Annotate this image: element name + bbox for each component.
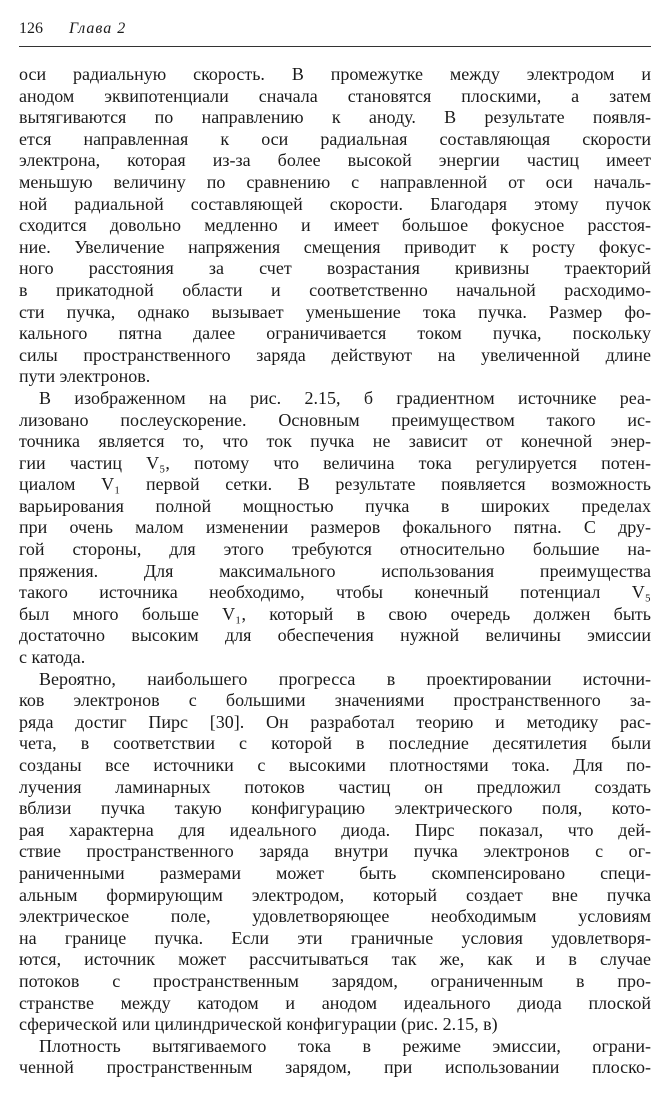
paragraph [19,64,651,388]
text-line: при очень малом изменении размеров фокального пятна. С дру- [19,517,651,538]
paragraph [19,388,651,669]
text-line: Вероятно, наибольшего прогресса в проектировании источни- [39,668,651,689]
text-line: ствие пространственного заряда внутри пучка электронов с ог- [19,841,651,862]
text-line: электрона, которая из-за более высокой энергии частиц имеет [19,150,651,171]
text-line: странстве между катодом и анодом идеального диода плоской [19,992,651,1013]
text-line: пряжения. Для максимального использования преимущества [19,560,651,581]
text-line: ется направленная к оси радиальная составляющая скорости [19,128,651,149]
text-line: ченной пространственным зарядом, при использовании плоско- [19,1057,651,1078]
text-line: гой стороны, для этого требуются относительно большие на- [19,539,651,560]
text-line: анодом эквипотенциали сначала становятся плоскими, а затем [19,85,651,106]
text-line: потоков с пространственным зарядом, ограниченным в про- [19,970,651,991]
text-line: ние. Увеличение напряжения смещения приводит к росту фокус- [19,236,651,257]
text-line: раниченными размерами может быть скомпенсировано специ- [19,862,651,883]
text-line: рая характерна для идеального диода. Пирс показал, что дей- [19,819,651,840]
paragraph [19,1036,651,1079]
chapter-title: Глава 2 [69,20,127,37]
text-line: достаточно высоким для обеспечения нужной величины эмиссии [19,625,651,646]
text-line: ного расстояния за счет возрастания кривизны траекторий [19,258,651,279]
text-line: такого источника необходимо, чтобы конечный потенциал V₅ [19,582,651,603]
body-text [19,64,651,1079]
page-number: 126 [19,20,43,37]
text-line: вблизи пучка такую конфигурацию электрического поля, кото- [19,798,651,819]
text-line: гии частиц V₅, потому что величина тока регулируется потен- [19,452,651,473]
text-line: был много больше V₁, который в свою очередь должен быть [19,603,651,624]
text-line: в прикатодной области и соответственно начальной расходимо- [19,279,651,300]
text-line: варьирования полной мощностью пучка в широких пределах [19,495,651,516]
paragraph [19,669,651,1036]
text-line: точника является то, что ток пучка не зависит от конечной энер- [19,431,651,452]
running-header [19,18,649,40]
text-line: сти пучка, однако вызывает уменьшение тока пучка. Размер фо- [19,301,651,322]
text-line: сходится довольно медленно и имеет большое фокусное расстоя- [19,215,651,236]
text-line: созданы все источники с высокими плотностями тока. Для по- [19,755,651,775]
text-line: чета, в соответствии с которой в последние десятилетия были [19,733,651,754]
text-line: ков электронов с большими значениями пространственного за- [19,690,651,711]
header-rule [19,46,651,47]
text-line: Плотность вытягиваемого тока в режиме эмиссии, ограни- [39,1035,651,1056]
text-line: лизовано послеускорение. Основным преимуществом такого ис- [19,409,651,430]
text-line: оси радиальную скорость. В промежутке между электродом и [19,64,651,84]
text-line: циалом V₁ первой сетки. В результате появляется возможность [19,474,651,495]
text-line: ряда достиг Пирс [30]. Он разработал теорию и методику рас- [19,711,651,732]
text-line: В изображенном на рис. 2.15, б градиентном источнике реа- [39,387,651,408]
text-line: меньшую величину по сравнению с направленной от оси началь- [19,171,651,192]
text-line: ются, источник может рассчитываться так же, как и в случае [19,949,651,970]
text-line: пути электронов. [19,366,151,387]
text-line: на границе пучка. Если эти граничные условия удовлетворя- [19,927,651,948]
text-line: электрическое поле, удовлетворяющее необходимым условиям [19,906,651,927]
text-line: альным формирующим электродом, который создает вне пучка [19,884,651,905]
text-line: лучения ламинарных потоков частиц он предложил создать [19,776,651,797]
text-line: сферической или цилиндрической конфигурации (рис. 2.15, в) [19,1014,498,1035]
text-line: вытягиваются по направлению к аноду. В результате появля- [19,107,651,128]
text-line: кального пятна далее ограничивается током пучка, поскольку [19,323,651,344]
text-line: с катода. [19,647,86,668]
text-line: силы пространственного заряда действуют на увеличенной длине [19,344,651,365]
text-line: ной радиальной составляющей скорости. Благодаря этому пучок [19,193,651,214]
